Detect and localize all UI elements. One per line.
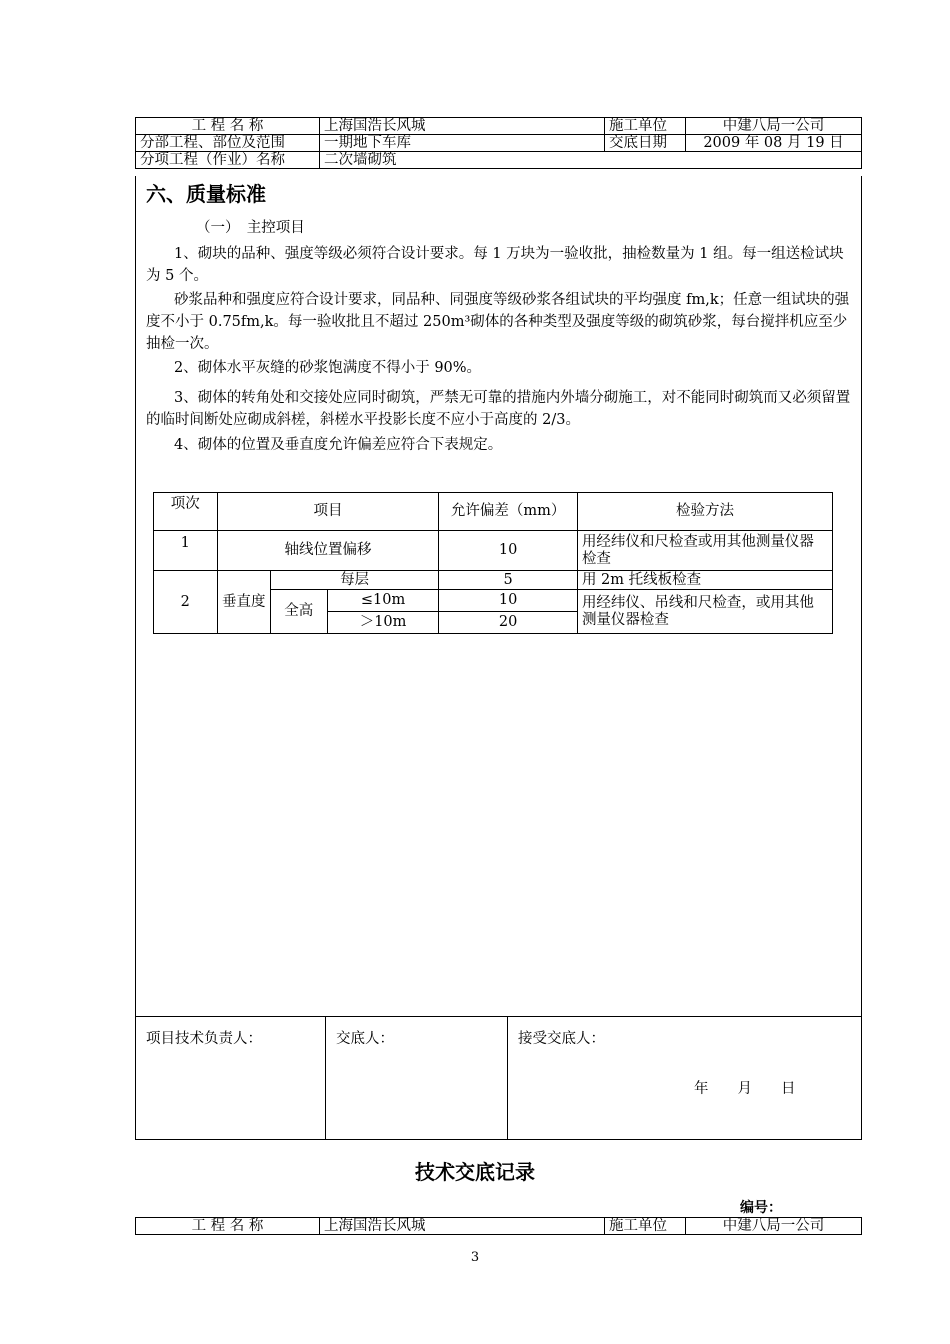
col-header-item: 项目 <box>217 493 439 531</box>
contractor-label: 施工单位 <box>605 118 686 135</box>
discloser-label: 交底人： <box>336 1031 394 1047</box>
row1-item: 轴线位置偏移 <box>217 531 439 571</box>
next-contractor-label: 施工单位 <box>605 1218 686 1235</box>
col-header-tolerance: 允许偏差（mm） <box>439 493 578 531</box>
row2bc-method: 用经纬仪、吊线和尺检查，或用其他测量仪器检查 <box>577 590 832 634</box>
signature-block <box>135 1016 862 1140</box>
contractor: 中建八局一公司 <box>686 118 862 135</box>
col-header-method: 检验方法 <box>577 493 832 531</box>
row2a-method: 用 2m 托线板检查 <box>577 571 832 590</box>
project-name-label: 工 程 名 称 <box>136 118 320 135</box>
division-label: 分部工程、部位及范围 <box>136 135 320 152</box>
disclosure-date: 2009 年 08 月 19 日 <box>686 135 862 152</box>
page-number: 3 <box>470 1250 480 1265</box>
next-contractor: 中建八局一公司 <box>686 1218 862 1235</box>
tech-lead-cell <box>136 1017 326 1139</box>
row2c-tolerance: 20 <box>439 612 578 634</box>
receiver-label: 接受交底人： <box>518 1031 605 1047</box>
header-table <box>135 117 862 169</box>
paragraph-5: 4、砌体的位置及垂直度允许偏差应符合下表规定。 <box>174 437 503 453</box>
tolerance-table <box>153 492 833 634</box>
receiver-cell <box>508 1017 861 1139</box>
col-header-no: 项次 <box>154 493 218 531</box>
row1-no: 1 <box>154 531 218 571</box>
row2a-item: 每层 <box>270 571 439 590</box>
row2c-condition: ＞10m <box>327 612 439 634</box>
row2-full-height: 全高 <box>270 590 327 634</box>
section-subtitle: （一） 主控项目 <box>196 220 305 236</box>
project-name: 上海国浩长风城 <box>320 118 605 135</box>
row1-method: 用经纬仪和尺检查或用其他测量仪器检查 <box>577 531 832 571</box>
tech-lead-label: 项目技术负责人： <box>146 1031 262 1047</box>
row2-group: 垂直度 <box>217 571 270 634</box>
division: 一期地下车库 <box>320 135 605 152</box>
paragraph-4: 3、砌体的转角处和交接处应同时砌筑，严禁无可靠的措施内外墙分砌施工，对不能同时砌筑而又必须留置的临时间断处应砌成斜槎，斜槎水平投影长度不应小于高度的 2/3。 <box>146 390 851 428</box>
paragraph-2: 砂浆品种和强度应符合设计要求，同品种、同强度等级砂浆各组试块的平均强度 fm,k；任意一组试块的强度不小于 0.75fm,k。每一验收批且不超过 250m³砌体的各种类型及强度等级的砌筑砂浆，每台搅拌机应至少抽检一次。 <box>146 292 850 352</box>
paragraph-1: 1、砌块的品种、强度等级必须符合设计要求。每 1 万块为一验收批，抽检数量为 1 组。每一组送检试块为 5 个。 <box>146 246 844 284</box>
subitem: 二次墙砌筑 <box>320 152 862 169</box>
serial-label: 编号： <box>740 1200 782 1216</box>
row1-tolerance: 10 <box>439 531 578 571</box>
date-placeholder: 年 月 日 <box>694 1081 796 1097</box>
next-project-name-label: 工 程 名 称 <box>136 1218 320 1235</box>
date-label: 交底日期 <box>605 135 686 152</box>
record-title: 技术交底记录 <box>415 1160 535 1184</box>
section-title: 六、质量标准 <box>146 182 266 206</box>
discloser-cell <box>326 1017 508 1139</box>
subitem-label: 分项工程（作业）名称 <box>136 152 320 169</box>
next-header-table <box>135 1217 862 1235</box>
row2-no: 2 <box>154 571 218 634</box>
row2a-tolerance: 5 <box>439 571 578 590</box>
paragraph-3: 2、砌体水平灰缝的砂浆饱满度不得小于 90%。 <box>174 360 482 376</box>
next-project-name: 上海国浩长风城 <box>320 1218 605 1235</box>
row2b-condition: ≤10m <box>327 590 439 612</box>
row2b-tolerance: 10 <box>439 590 578 612</box>
